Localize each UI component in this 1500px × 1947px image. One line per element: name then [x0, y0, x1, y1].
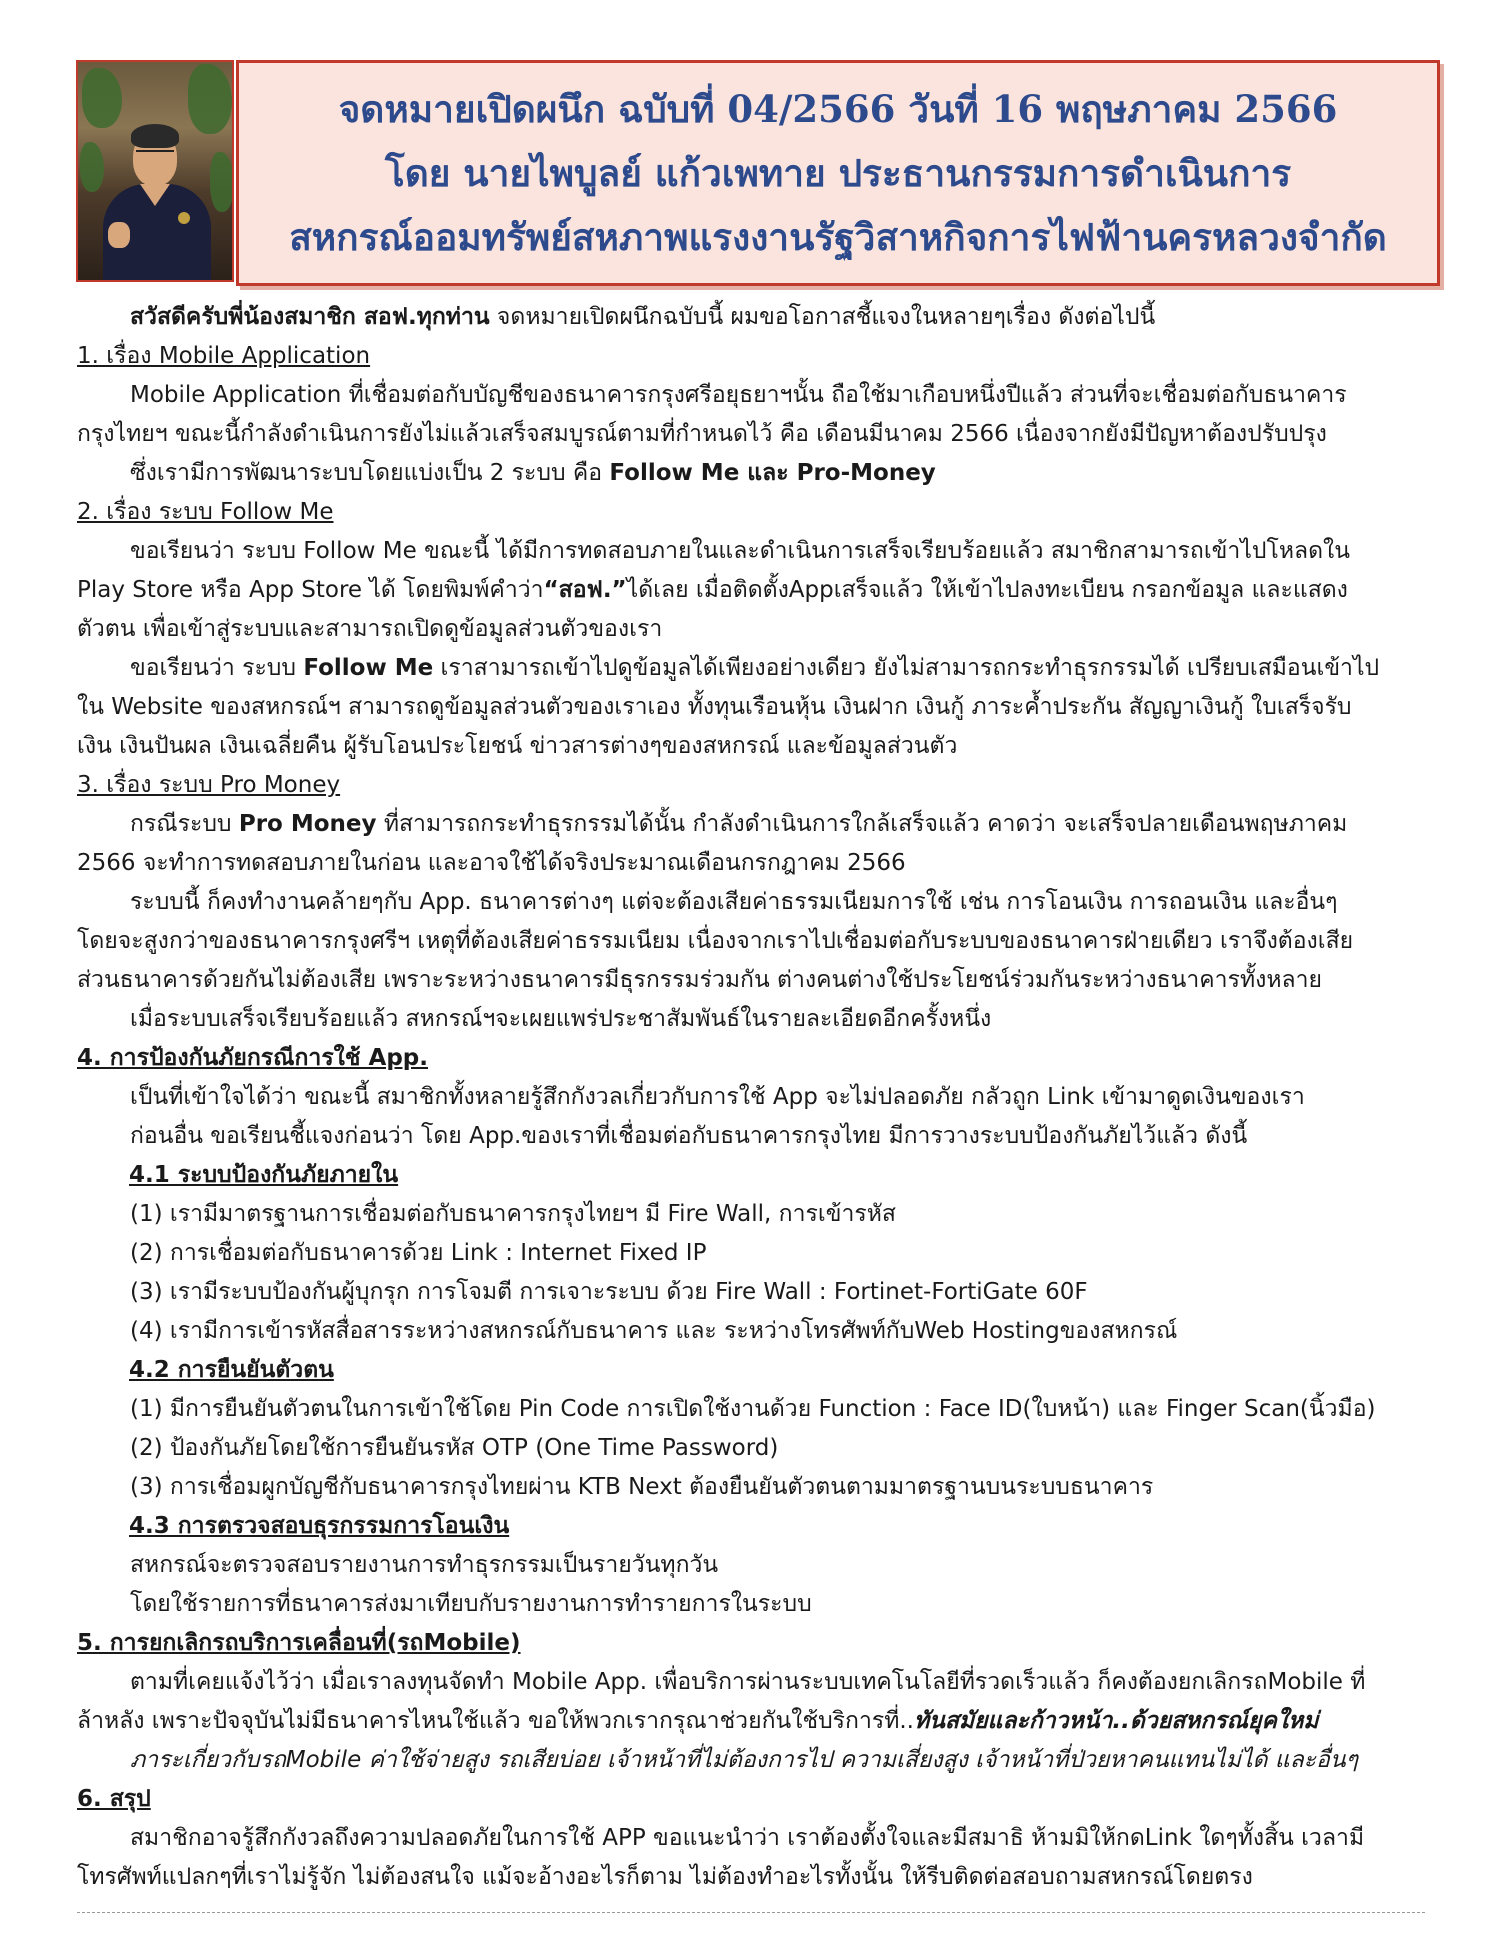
list-item — [77, 1195, 1425, 1234]
section-5 — [77, 1624, 1425, 1663]
text-span: (3) การเชื่อมผูกบัญชีกับธนาคารกรุงไทยผ่าน KTB Next ต้องยืนยันตัวตนตามมาตรฐานบนระบบธนาคาร — [130, 1474, 1154, 1500]
paragraph-line — [77, 805, 1425, 844]
paragraph-line — [77, 415, 1425, 454]
section-2 — [77, 493, 1425, 532]
paragraph-line — [77, 1000, 1425, 1039]
text-span: สมาชิกอาจรู้สึกกังวลถึงความปลอดภัยในการใช้ APP ขอแนะนำว่า เราต้องตั้งใจและมีสมาธิ ห้ามมิให้กดLink ใดๆทั้งสิ้น เวลามี — [130, 1825, 1365, 1851]
greeting-line — [77, 298, 1425, 337]
person-hair — [131, 124, 179, 148]
text-bold: Follow Me และ Pro-Money — [609, 460, 936, 486]
paragraph-line — [77, 1078, 1425, 1117]
plant-decoration — [210, 152, 234, 212]
plant-decoration — [82, 68, 122, 128]
section-6-heading: 6. สรุป — [77, 1786, 151, 1812]
paragraph-line — [77, 649, 1425, 688]
list-item — [77, 1273, 1425, 1312]
subsection-4-3-heading: 4.3 การตรวจสอบธุรกรรมการโอนเงิน — [129, 1513, 510, 1539]
chairman-photo — [76, 60, 234, 282]
text-span: เงิน เงินปันผล เงินเฉลี่ยคืน ผู้รับโอนประโยชน์ ข่าวสารต่างๆของสหกรณ์ และข้อมูลส่วนตัว — [77, 733, 958, 759]
text-span: โดยจะสูงกว่าของธนาคารกรุงศรีฯ เหตุที่ต้องเสียค่าธรรมเนียม เนื่องจากเราไปเชื่อมต่อกับระบบของธนาคารฝ่ายเดียว เราจึงต้องเสีย — [77, 928, 1354, 954]
text-span: (4) เรามีการเข้ารหัสสื่อสารระหว่างสหกรณ์กับธนาคาร และ ระหว่างโทรศัพท์กับWeb Hostingของสหกรณ์ — [130, 1318, 1178, 1344]
text-bold-italic: ทันสมัยและก้าวหน้า..ด้วยสหกรณ์ยุคใหม่ — [914, 1708, 1319, 1734]
text-span: ส่วนธนาคารด้วยกันไม่ต้องเสีย เพราะระหว่างธนาคารมีธุรกรรมร่วมกัน ต่างคนต่างใช้ประโยชน์ร่วมกันระหว่างธนาคารทั้งหลาย — [77, 967, 1322, 993]
paragraph-line — [77, 571, 1425, 610]
text-span: เมื่อระบบเสร็จเรียบร้อยแล้ว สหกรณ์ฯจะเผยแพร่ประชาสัมพันธ์ในรายละเอียดอีกครั้งหนึ่ง — [130, 1006, 992, 1032]
text-span: Mobile Application ที่เชื่อมต่อกับบัญชีของธนาคารกรุงศรีอยุธยาฯนั้น ถือใช้มาเกือบหนึ่งปีแล้ว ส่วนที่จะเชื่อมต่อกับธนาคาร — [130, 382, 1347, 408]
list-item — [77, 1585, 1425, 1624]
subsection-4-2 — [77, 1351, 1425, 1390]
paragraph-line — [77, 1741, 1425, 1780]
list-item — [77, 1429, 1425, 1468]
text-span: ที่สามารถกระทำธุรกรรมได้นั้น กำลังดำเนินการใกล้เสร็จแล้ว คาดว่า จะเสร็จปลายเดือนพฤษภาคม — [376, 811, 1348, 837]
text-span: ขอเรียนว่า ระบบ Follow Me ขณะนี้ ได้มีการทดสอบภายในและดำเนินการเสร็จเรียบร้อยแล้ว สมาชิกสามารถเข้าไปโหลดใน — [130, 538, 1350, 564]
paragraph-line — [77, 1858, 1425, 1897]
section-5-heading: 5. การยกเลิกรถบริการเคลื่อนที่(รถMobile) — [77, 1630, 521, 1656]
paragraph-line — [77, 1663, 1425, 1702]
paragraph-line — [77, 1117, 1425, 1156]
title-line-3: สหกรณ์ออมทรัพย์สหภาพแรงงานรัฐวิสาหกิจการไฟฟ้านครหลวงจำกัด — [289, 215, 1387, 259]
list-item — [77, 1312, 1425, 1351]
subsection-4-3 — [77, 1507, 1425, 1546]
text-span: กรณีระบบ — [130, 811, 239, 837]
subsection-4-1 — [77, 1156, 1425, 1195]
list-item — [77, 1234, 1425, 1273]
section-2-heading: 2. เรื่อง ระบบ Follow Me — [77, 499, 334, 525]
paragraph-line — [77, 610, 1425, 649]
section-3 — [77, 766, 1425, 805]
paragraph-line — [77, 883, 1425, 922]
text-span: ได้เลย เมื่อติดตั้งAppเสร็จแล้ว ให้เข้าไปลงทะเบียน กรอกข้อมูล และแสดง — [626, 577, 1348, 603]
text-italic: ภาระเกี่ยวกับรถMobile ค่าใช้จ่ายสูง รถเสียบ่อย เจ้าหน้าที่ไม่ต้องการไป ความเสี่ยงสูง เจ้าหน้าที่ป่วยหาคนแทนไม่ได้ และอื่นๆ — [130, 1747, 1358, 1773]
paragraph-line — [77, 844, 1425, 883]
section-4-heading: 4. การป้องกันภัยกรณีการใช้ App. — [77, 1045, 428, 1071]
person-glasses — [136, 150, 174, 160]
letter-title-box — [236, 60, 1440, 286]
paragraph-line — [77, 1702, 1425, 1741]
text-span: เป็นที่เข้าใจได้ว่า ขณะนี้ สมาชิกทั้งหลายรู้สึกกังวลเกี่ยวกับการใช้ App จะไม่ปลอดภัย กลัวถูก Link เข้ามาดูดเงินของเรา — [130, 1084, 1305, 1110]
thumbs-up-hand — [108, 222, 130, 248]
text-span: (3) เรามีระบบป้องกันผู้บุกรุก การโจมตี การเจาะระบบ ด้วย Fire Wall : Fortinet-FortiGate 60F — [130, 1279, 1088, 1305]
section-3-heading: 3. เรื่อง ระบบ Pro Money — [77, 772, 341, 798]
paragraph-line — [77, 922, 1425, 961]
title-line-2: โดย นายไพบูลย์ แก้วเพทาย ประธานกรรมการดำเนินการ — [384, 151, 1292, 195]
section-6 — [77, 1780, 1425, 1819]
list-item — [77, 1390, 1425, 1429]
subsection-4-2-heading: 4.2 การยืนยันตัวตน — [129, 1357, 334, 1383]
text-span: เราสามารถเข้าไปดูข้อมูลได้เพียงอย่างเดียว ยังไม่สามารถกระทำธุรกรรมได้ เปรียบเสมือนเข้าไป — [433, 655, 1380, 681]
subsection-4-1-heading: 4.1 ระบบป้องกันภัยภายใน — [129, 1162, 399, 1188]
plant-decoration — [80, 142, 104, 192]
text-span: ขอเรียนว่า ระบบ — [130, 655, 304, 681]
section-1-heading: 1. เรื่อง Mobile Application — [77, 343, 371, 369]
bottom-divider — [77, 1912, 1425, 1913]
text-span: (1) มีการยืนยันตัวตนในการเข้าใช้โดย Pin Code การเปิดใช้งานด้วย Function : Face ID(ใบหน้า) และ Finger Scan(นิ้วมือ) — [130, 1396, 1376, 1422]
text-bold: Pro Money — [238, 811, 377, 837]
text-bold: “สอฟ.” — [543, 577, 627, 603]
greeting-rest: จดหมายเปิดผนึกฉบับนี้ ผมขอโอกาสชี้แจงในหลายๆเรื่อง ดังต่อไปนี้ — [489, 304, 1156, 330]
section-1 — [77, 337, 1425, 376]
title-line-1: จดหมายเปิดผนึก ฉบับที่ 04/2566 วันที่ 16 พฤษภาคม 2566 — [338, 87, 1338, 131]
text-span: ตามที่เคยแจ้งไว้ว่า เมื่อเราลงทุนจัดทำ Mobile App. เพื่อบริการผ่านระบบเทคโนโลยีที่รวดเร็วแล้ว ก็คงต้องยกเลิกรถMobile ที่ — [130, 1669, 1366, 1695]
text-span: (2) ป้องกันภัยโดยใช้การยืนยันรหัส OTP (One Time Password) — [130, 1435, 779, 1461]
lapel-badge — [178, 212, 190, 224]
text-span: 2566 จะทำการทดสอบภายในก่อน และอาจใช้ได้จริงประมาณเดือนกรกฎาคม 2566 — [77, 850, 906, 876]
text-span: สหกรณ์จะตรวจสอบรายงานการทำธุรกรรมเป็นรายวันทุกวัน — [130, 1552, 719, 1578]
letter-body — [77, 298, 1425, 1897]
text-span: โดยใช้รายการที่ธนาคารส่งมาเทียบกับรายงานการทำรายการในระบบ — [130, 1591, 812, 1617]
paragraph-line — [77, 961, 1425, 1000]
paragraph-line — [77, 454, 1425, 493]
text-span: โทรศัพท์แปลกๆที่เราไม่รู้จัก ไม่ต้องสนใจ แม้จะอ้างอะไรก็ตาม ไม่ต้องทำอะไรทั้งนั้น ให้รีบติดต่อสอบถามสหกรณ์โดยตรง — [77, 1864, 1253, 1890]
text-span: (1) เรามีมาตรฐานการเชื่อมต่อกับธนาคารกรุงไทยฯ มี Fire Wall, การเข้ารหัส — [130, 1201, 896, 1227]
greeting-bold: สวัสดีครับพี่น้องสมาชิก สอฟ.ทุกท่าน — [130, 304, 490, 330]
plant-decoration — [188, 64, 232, 134]
paragraph-line — [77, 376, 1425, 415]
text-span: กรุงไทยฯ ขณะนี้กำลังดำเนินการยังไม่แล้วเสร็จสมบูรณ์ตามที่กำหนดไว้ คือ เดือนมีนาคม 2566 เนื่องจากยังมีปัญหาต้องปรับปรุง — [77, 421, 1327, 447]
paragraph-line — [77, 727, 1425, 766]
text-bold: Follow Me — [303, 655, 434, 681]
text-span: ซึ่งเรามีการพัฒนาระบบโดยแบ่งเป็น 2 ระบบ คือ — [130, 460, 610, 486]
section-4 — [77, 1039, 1425, 1078]
text-span: ก่อนอื่น ขอเรียนชี้แจงก่อนว่า โดย App.ของเราที่เชื่อมต่อกับธนาคารกรุงไทย มีการวางระบบป้องกันภัยไว้แล้ว ดังนี้ — [130, 1123, 1248, 1149]
text-span: ล้าหลัง เพราะปัจจุบันไม่มีธนาคารไหนใช้แล้ว ขอให้พวกเรากรุณาช่วยกันใช้บริการที่.. — [77, 1708, 914, 1734]
paragraph-line — [77, 532, 1425, 571]
text-span: Play Store หรือ App Store ได้ โดยพิมพ์คำว่า — [77, 577, 544, 603]
paragraph-line — [77, 688, 1425, 727]
list-item — [77, 1546, 1425, 1585]
text-span: ระบบนี้ ก็คงทำงานคล้ายๆกับ App. ธนาคารต่างๆ แต่จะต้องเสียค่าธรรมเนียมการใช้ เช่น การโอนเงิน การถอนเงิน และอื่นๆ — [130, 889, 1338, 915]
text-span: ตัวตน เพื่อเข้าสู่ระบบและสามารถเปิดดูข้อมูลส่วนตัวของเรา — [77, 616, 663, 642]
list-item — [77, 1468, 1425, 1507]
text-span: (2) การเชื่อมต่อกับธนาคารด้วย Link : Internet Fixed IP — [130, 1240, 707, 1266]
paragraph-line — [77, 1819, 1425, 1858]
text-span: ใน Website ของสหกรณ์ฯ สามารถดูข้อมูลส่วนตัวของเราเอง ทั้งทุนเรือนหุ้น เงินฝาก เงินกู้ ภาระค้ำประกัน สัญญาเงินกู้ ใบเสร็จรับ — [77, 694, 1352, 720]
